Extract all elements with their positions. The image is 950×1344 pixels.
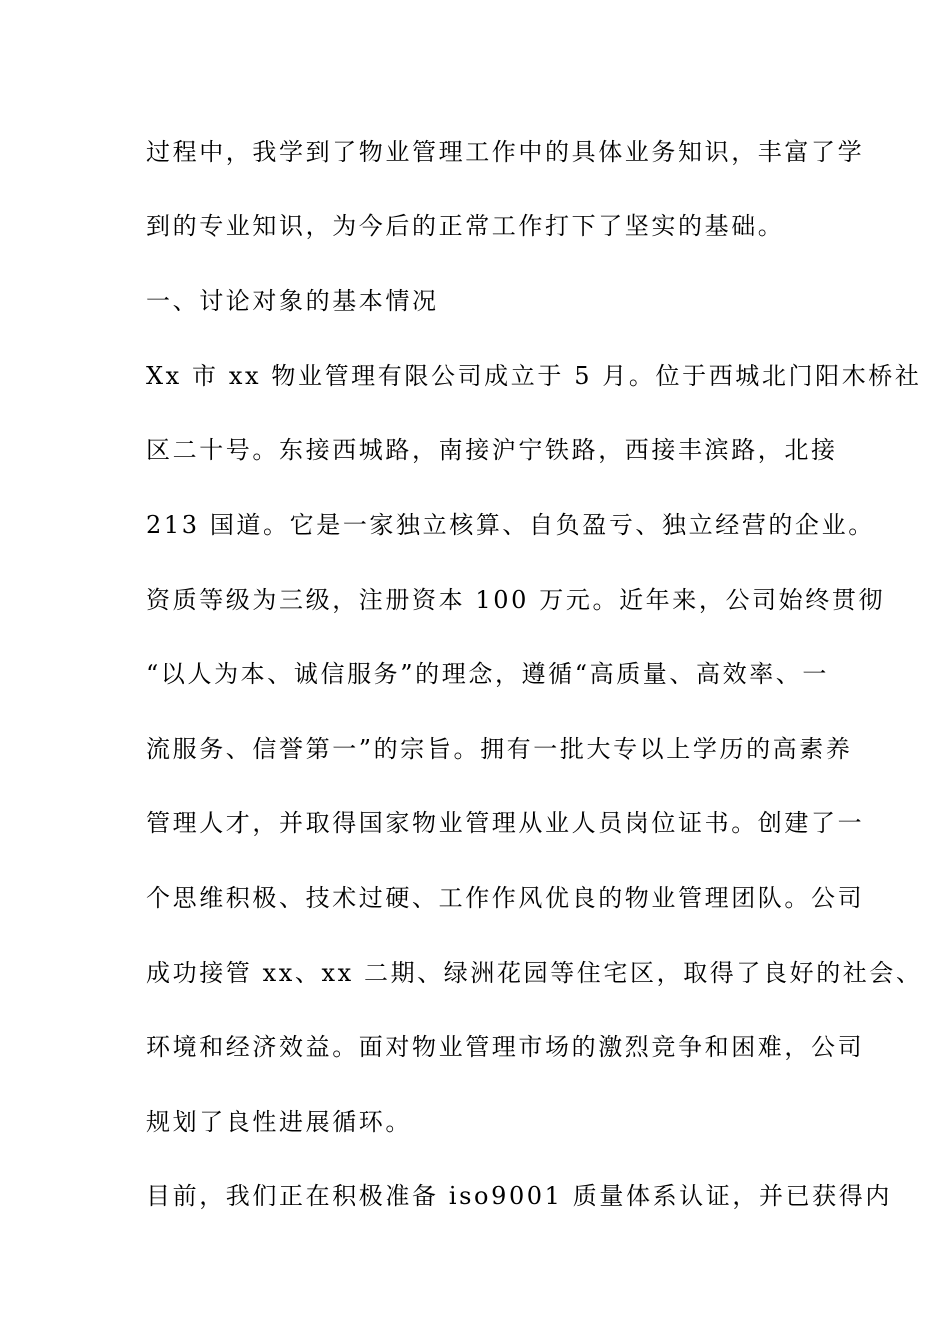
text-line: 213 国道。它是一家独立核算、自负盈亏、独立经营的企业。 <box>146 511 875 539</box>
text-line: 规划了良性进展循环。 <box>146 1108 412 1136</box>
text-line: Xx 市 xx 物业管理有限公司成立于 5 月。位于西城北门阳木桥社 <box>146 362 922 390</box>
text-line: 环境和经济效益。面对物业管理市场的激烈竞争和困难，公司 <box>146 1033 865 1061</box>
text-line: 成功接管 xx、xx 二期、绿洲花园等住宅区，取得了良好的社会、 <box>146 959 923 987</box>
text-line: 个思维积极、技术过硬、工作作风优良的物业管理团队。公司 <box>146 884 865 912</box>
text-line: 过程中，我学到了物业管理工作中的具体业务知识，丰富了学 <box>146 138 865 166</box>
text-line: “以人为本、诚信服务”的理念，遵循“高质量、高效率、一 <box>146 660 830 688</box>
text-line: 资质等级为三级，注册资本 100 万元。近年来，公司始终贯彻 <box>146 586 886 614</box>
section-heading: 一、讨论对象的基本情况 <box>146 287 439 315</box>
text-line: 管理人才，并取得国家物业管理从业人员岗位证书。创建了一 <box>146 809 865 837</box>
text-line: 到的专业知识，为今后的正常工作打下了坚实的基础。 <box>146 212 785 240</box>
text-line: 流服务、信誉第一”的宗旨。拥有一批大专以上学历的高素养 <box>146 735 853 763</box>
text-line: 区二十号。东接西城路，南接沪宁铁路，西接丰滨路，北接 <box>146 436 838 464</box>
text-line: 目前，我们正在积极准备 iso9001 质量体系认证，并已获得内 <box>146 1182 892 1210</box>
